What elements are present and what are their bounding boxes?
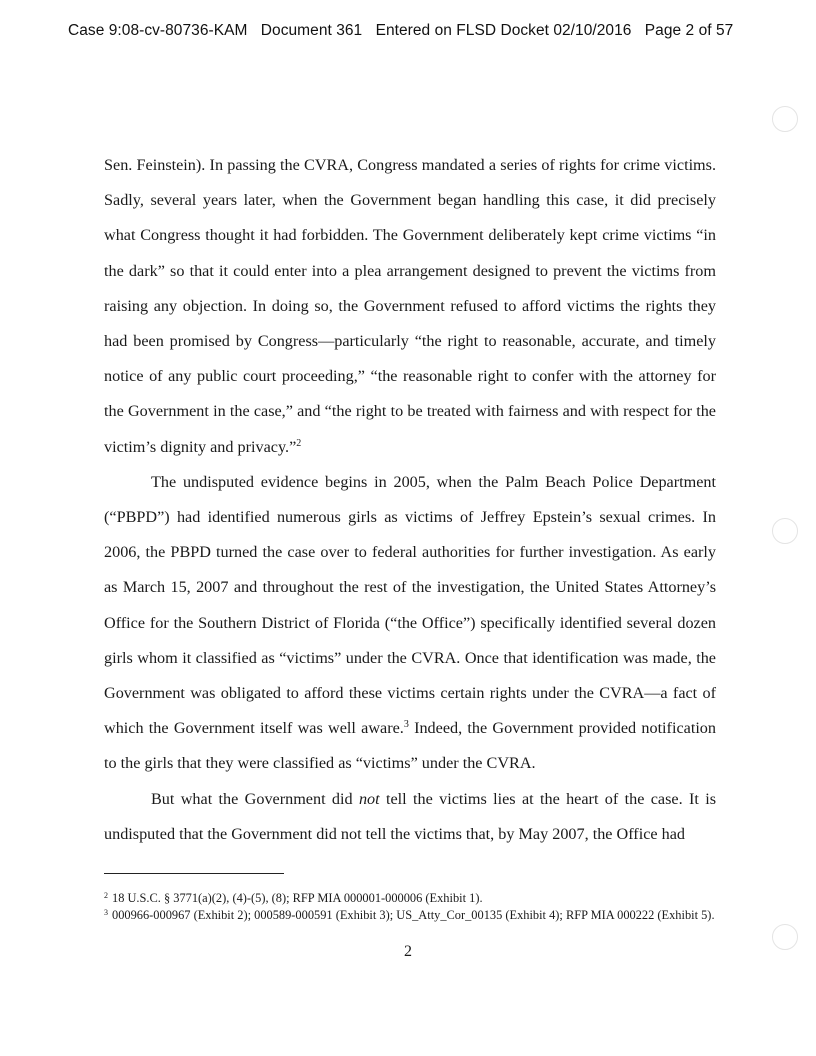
case-number: Case 9:08-cv-80736-KAM (68, 22, 248, 39)
footnote-2: $^2$ 18 U.S.C. § 3771(a)(2), (4)-(5), (8); RFP MIA 000001-000006 (Exhibit 1). (104, 891, 483, 905)
entered-date: Entered on FLSD Docket 02/10/2016 (375, 22, 632, 39)
document-number: Document 361 (260, 22, 363, 39)
punch-hole-mark (772, 924, 798, 950)
paragraph-2: The undisputed evidence begins in 2005, when the Palm Beach Police Department (“PBPD”) had identified numerous girls as victims of Jeffrey Epstein’s sexual crimes. In 2006, the PBPD turned the case over to federal authorities for further investigation. As early as March 15, 2007 and throughout the rest of the investigation, the United States Attorney’s Office for the Southern District of Florida (“the Office”) specifically identified several dozen girls whom it classified as “victims” under the CVRA. Once that identification was made, the Government was obligated to afford these victims certain rights under the CVRA—a fact of which the Government itself was well aware.$^3$ Indeed, the Government provided notification to the girls that they were classified as “victims” under the CVRA. (104, 472, 716, 773)
page-number: 2 (404, 943, 412, 960)
docket-header (68, 22, 768, 40)
footnote-ref-2: 2 (296, 437, 302, 449)
footnote-ref-3: 3 (403, 719, 409, 731)
footnote-divider (104, 873, 284, 874)
document-body (104, 148, 716, 852)
footnote-3: $^3$ 000966-000967 (Exhibit 2); 000589-000591 (Exhibit 3); US_Atty_Cor_00135 (Exhibit 4); RFP MIA 000222 (Exhibit 5). (104, 908, 715, 922)
paragraph-1: Sen. Feinstein). In passing the CVRA, Congress mandated a series of rights for crime victims. Sadly, several years later, when the Government began handling this case, it did precisely what Congress thought it had forbidden. The Government deliberately kept crime victims “in the dark” so that it could enter into a plea arrangement designed to prevent the victims from raising any objection. In doing so, the Government refused to afford victims the rights they had been promised by Congress—particularly “the right to reasonable, accurate, and timely notice of any public court proceeding,” “the reasonable right to confer with the attorney for the Government in the case,” and “the right to be treated with fairness and with respect for the victim’s dignity and privacy.”$^2$ (104, 156, 716, 456)
punch-hole-mark (772, 106, 798, 132)
punch-hole-mark (772, 518, 798, 544)
paragraph-3: But what the Government did not tell the victims lies at the heart of the case. It is undisputed that the Government did not tell the victims that, by May 2007, the Office had (104, 789, 717, 843)
page-indicator: Page 2 of 57 (644, 22, 734, 39)
